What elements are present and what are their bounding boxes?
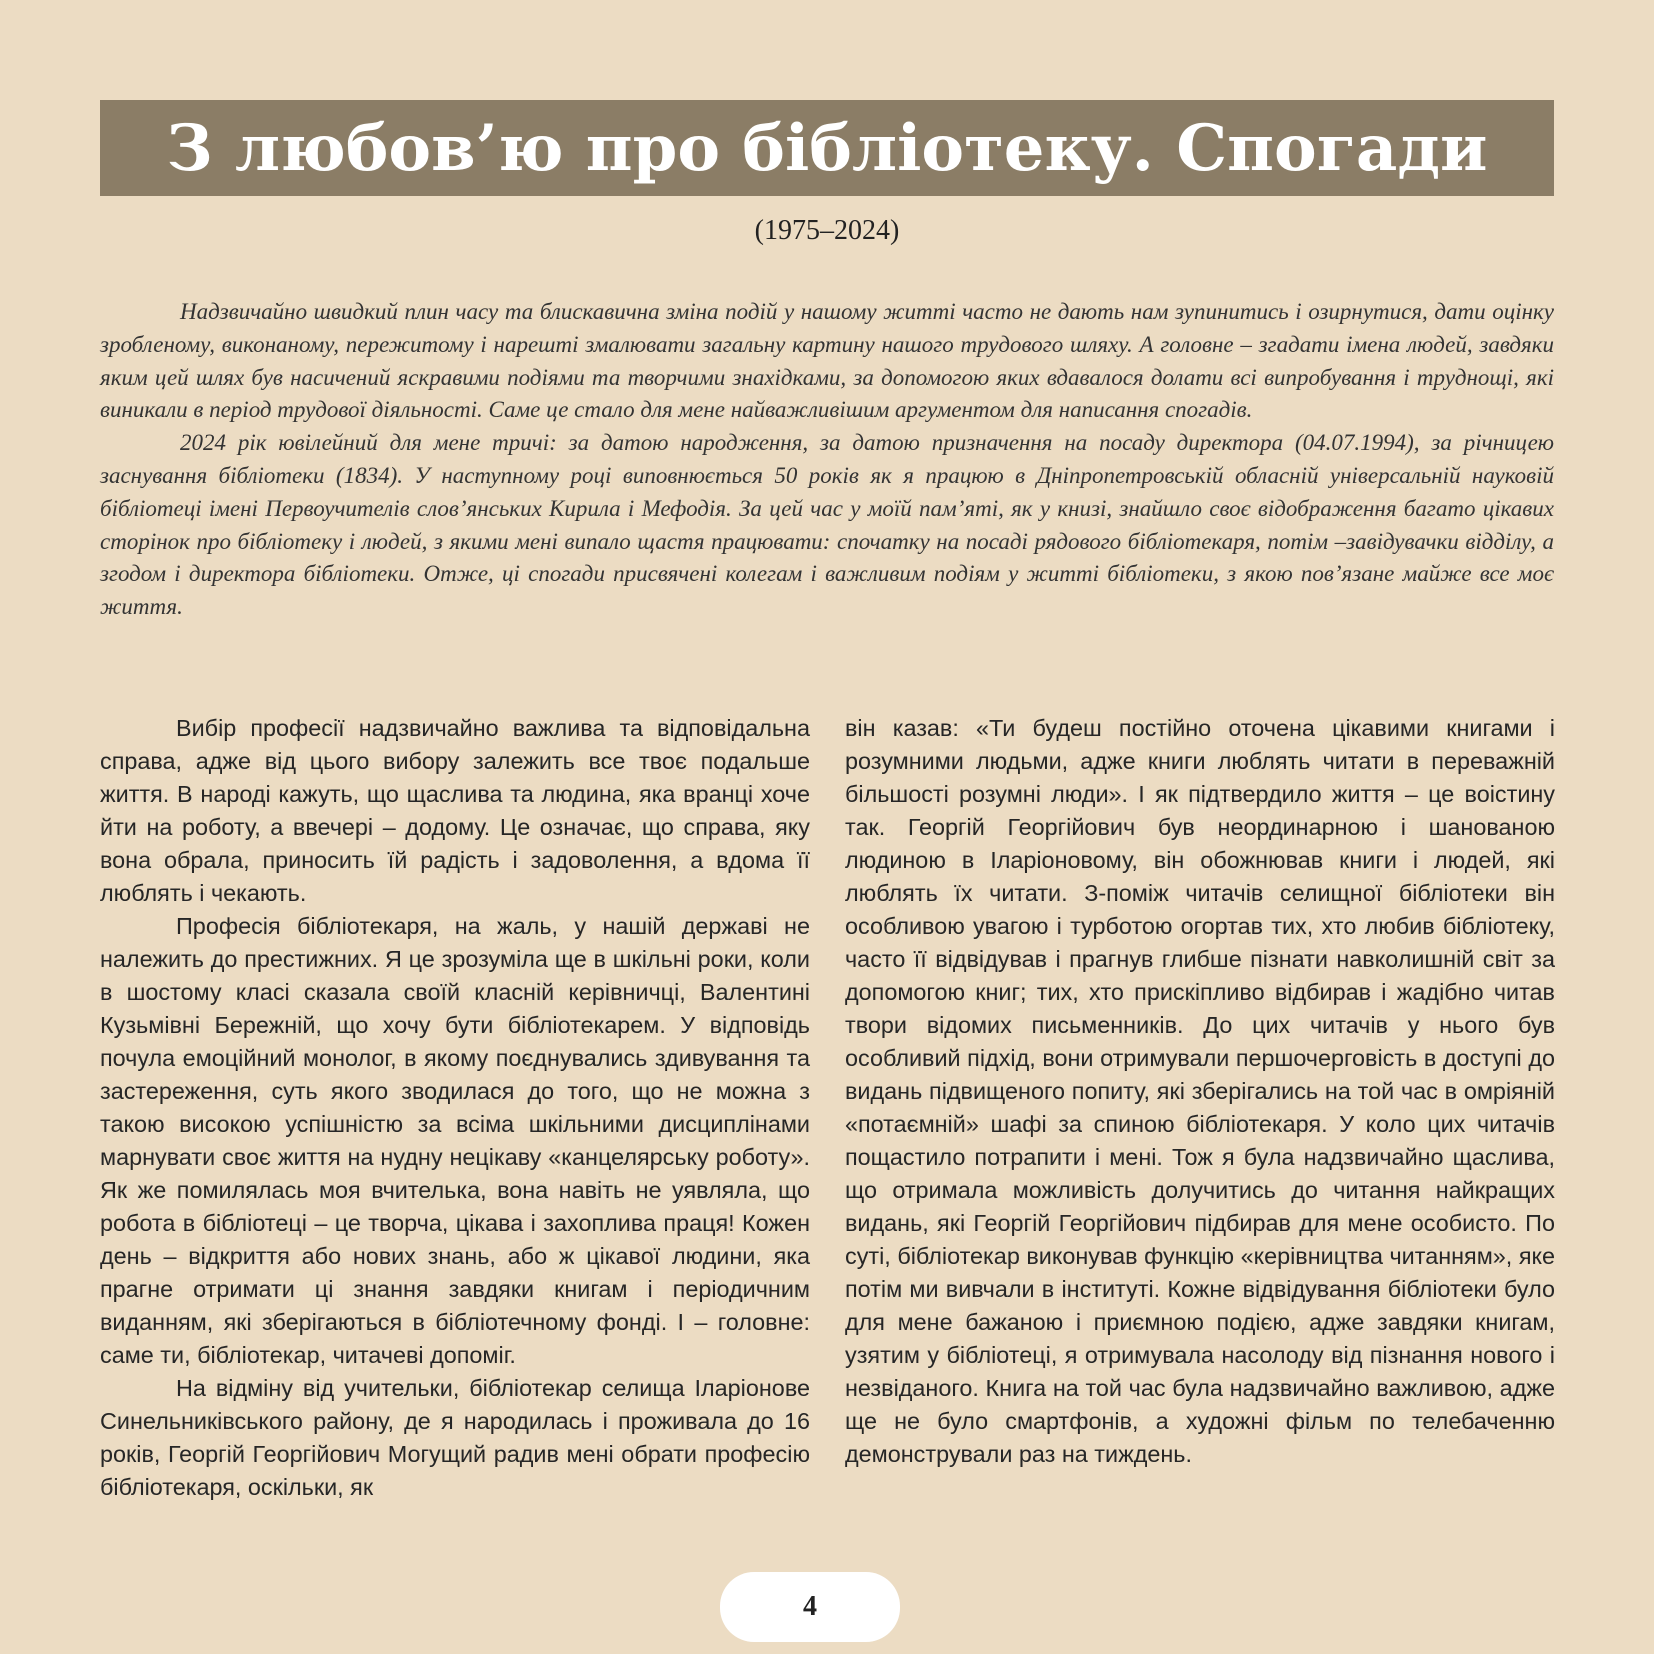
body-paragraph: Вибір професії надзвичайно важлива та відповідальна справа, адже від цього вибору залежить все твоє подальше життя. В народі кажуть, що щаслива та людина, яка вранці хоче йти на роботу, а ввечері – додому. Це означає, що справа, яку вона обрала, приносить їй радість і задоволення, а вдома її люблять і чекають. [100, 715, 810, 906]
body-paragraph: він казав: «Ти будеш постійно оточена цікавими книгами і розумними людьми, адже книги люблять читати в переважній більшості розумні люди». І як підтвердило життя – це воістину так. Георгій Георгійович був неординарною і шанованою людиною в Іларіоновому, він обожнював книги і людей, які люблять їх читати. З-поміж читачів селищної бібліотеки він особливою увагою і турботою огортав тих, хто любив бібліотеку, часто її відвідував і прагнув глибше пізнати навколишній світ за допомогою книг; тих, хто прискіпливо відбирав і жадібно читав твори відомих письменників. До цих читачів у нього був особливий підхід, вони отримували першочерговість в доступі до видань підвищеного попиту, які зберігались на той час в омріяній «потаємній» шафі за спиною бібліотекаря. У коло цих читачів пощастило потрапити і мені. Тож я була надзвичайно щаслива, що отримала можливість долучитись до читання найкращих видань, які Георгій Георгійович підбирав для мене особисто. По суті, бібліотекар виконував функцію «керівництва читанням», яке потім ми вивчали в інституті. Кожне відвідування бібліотеки було для мене бажаною і приємною подією, адже завдяки книгам, узятим у бібліотеці, я отримувала насолоду від пізнання нового і незвіданого. Книга на той час була надзвичайно важливою, адже ще не було смартфонів, а художні фільм по телебаченню демонстрували раз на тиждень. [845, 715, 1555, 1467]
title-banner [100, 100, 1554, 196]
intro-paragraph: 2024 рік ювілейний для мене тричі: за датою народження, за датою призначення на посаду директора (04.07.1994), за річницею заснування бібліотеки (1834). У наступному році виповнюється 50 років як я працюю в Дніпропетровській обласній універсальній науковій бібліотеці імені Первоучителів слов’янських Кирила і Мефодія. За цей час у моїй пам’яті, як у книзі, знайшло своє відображення багато цікавих сторінок про бібліотеку і людей, з якими мені випало щастя працювати: спочатку на посаді рядового бібліотекаря, потім –завідувачки відділу, а згодом і директора бібліотеки. Отже, ці спогади присвячені колегам і важливим подіям у житті бібліотеки, з якою пов’язане майже все моє життя. [100, 430, 1554, 620]
page-number-badge [720, 1572, 900, 1642]
years-subtitle: (1975–2024) [754, 215, 900, 246]
body-column-left [100, 712, 810, 1504]
body-paragraph: Професія бібліотекаря, на жаль, у нашій державі не належить до престижних. Я це зрозуміла ще в шкільні роки, коли в шостому класі сказала своїй класній керівничці, Валентині Кузьмівні Бережній, що хочу бути бібліотекарем. У відповідь почула емоційний монолог, в якому поєднувались здивування та застереження, суть якого зводилася до того, що не можна з такою високою успішністю за всіма шкільними дисциплінами марнувати своє життя на нудну нецікаву «канцелярську роботу». Як же помилялась моя вчителька, вона навіть не уявляла, що робота в бібліотеці – це творча, цікава і захоплива праця! Кожен день – відкриття або нових знань, або ж цікавої людини, яка прагне отримати ці знання завдяки книгам і періодичним виданням, які зберігаються в бібліотечному фонді. І – головне: саме ти, бібліотекар, читачеві допоміг. [100, 913, 810, 1368]
body-column-right [845, 712, 1555, 1471]
page-number: 4 [803, 1591, 817, 1622]
page-title: З любов’ю про бібліотеку. Спогади [166, 110, 1488, 186]
body-paragraph: На відміну від учительки, бібліотекар селища Іларіонове Синельниківського району, де я народилась і проживала до 16 років, Георгій Георгійович Могущий радив мені обрати професію бібліотекаря, оскільки, як [100, 1375, 810, 1500]
intro-paragraph: Надзвичайно швидкий плин часу та блискавична зміна подій у нашому житті часто не дають нам зупинитись і озирнутися, дати оцінку зробленому, виконаному, пережитому і нарешті змалювати загальну картину нашого трудового шляху. А головне – згадати імена людей, завдяки яким цей шлях був насичений яскравими подіями та творчими знахідками, за допомогою яких вдавалося долати всі випробування і труднощі, які виникали в період трудової діяльності. Саме це стало для мене найважливішим аргументом для написання спогадів. [100, 299, 1554, 423]
intro-text [100, 296, 1554, 624]
